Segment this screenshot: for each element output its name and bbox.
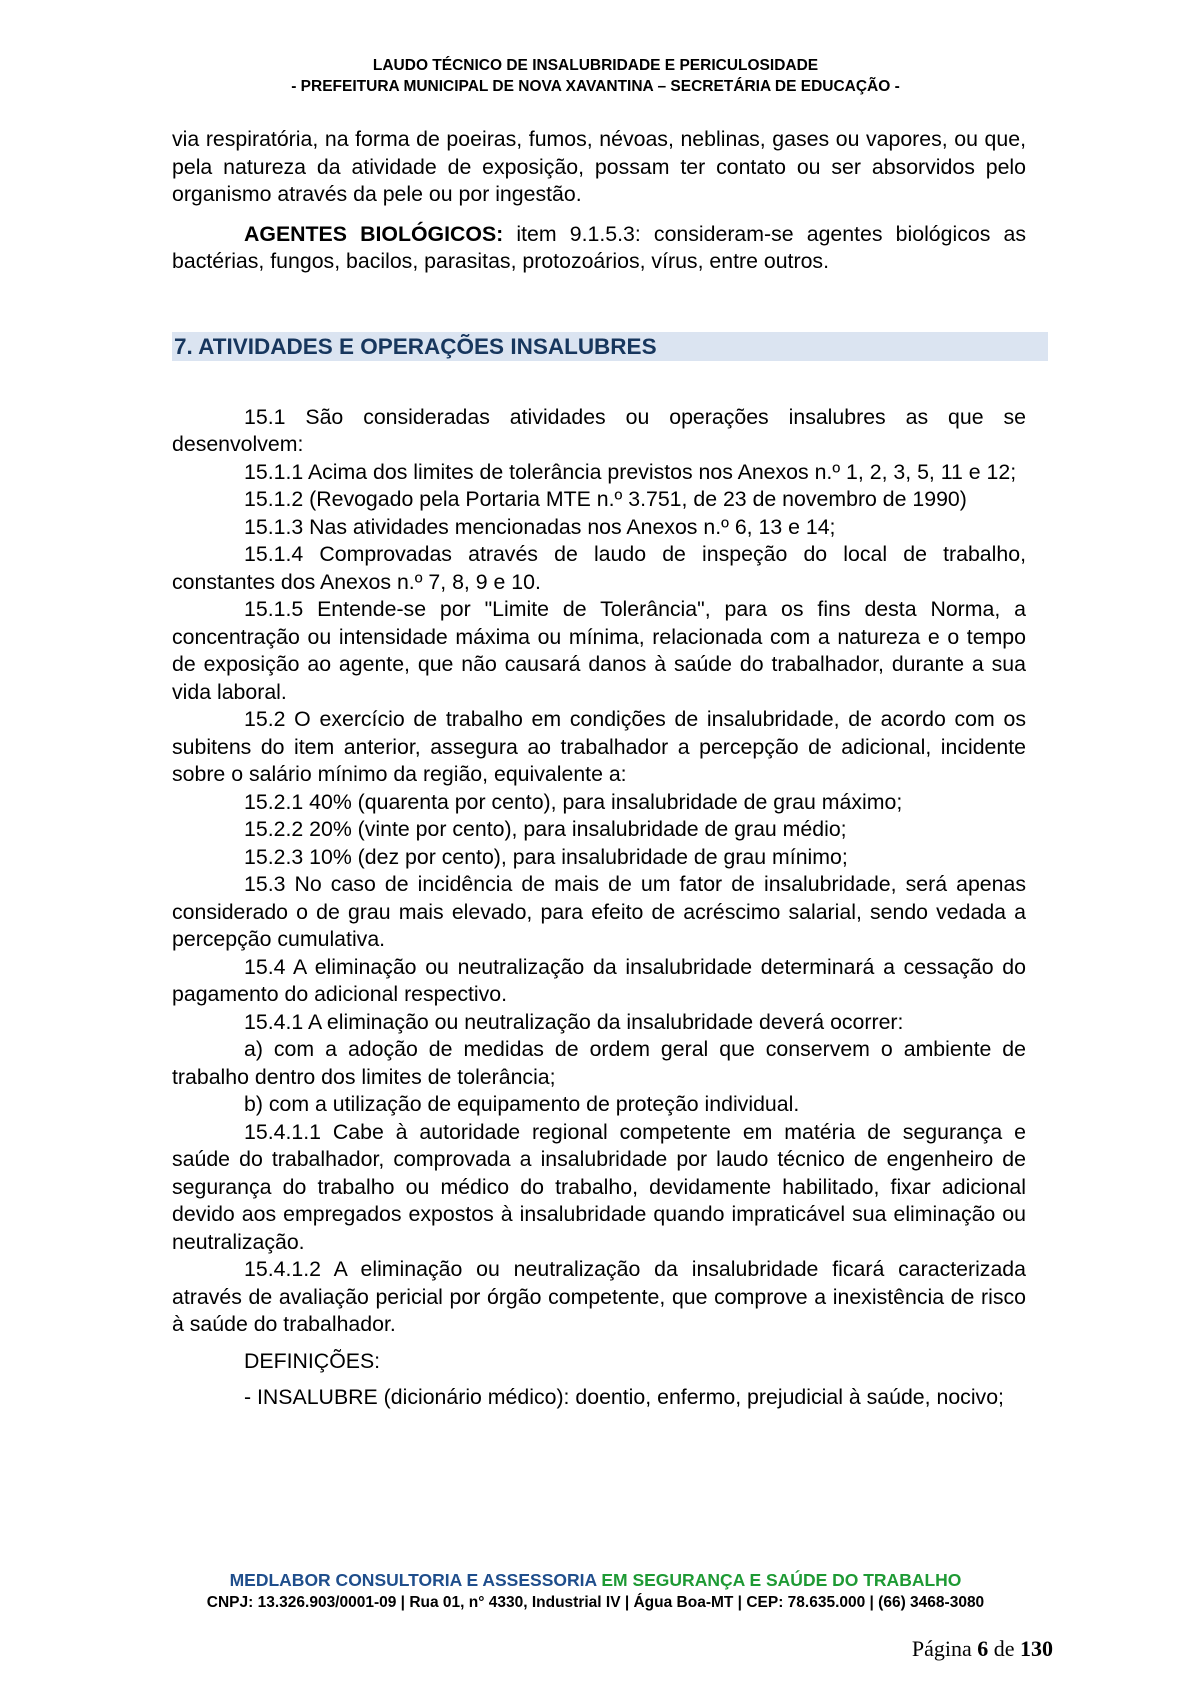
paragraph-15-1: 15.1 São consideradas atividades ou operações insalubres as que se desenvolvem:	[172, 404, 1026, 456]
paragraph-15-2-2: 15.2.2 20% (vinte por cento), para insalubridade de grau médio;	[244, 817, 847, 841]
paragraph-15-2-1: 15.2.1 40% (quarenta por cento), para insalubridade de grau máximo;	[244, 789, 903, 814]
paragraph-15-4-1-1: 15.4.1.1 Cabe à autoridade regional competente em matéria de segurança e saúde do trabalhador, comprovada a insalubridade por laudo técnico de engenheiro de segurança do trabalho ou médico do trabalho, devidamente habilitado, fixar adicional devido aos empregados expostos à insalubridade quando impraticável sua eliminação ou neutralização.	[172, 1119, 1026, 1254]
paragraph-15-4-1-a: a) com a adoção de medidas de ordem geral que conservem o ambiente de trabalho dentro dos limites de tolerância;	[172, 1037, 1026, 1089]
document-footer	[0, 1569, 1191, 1613]
footer-company-name: MEDLABOR CONSULTORIA E ASSESSORIA	[229, 1570, 597, 1590]
paragraph-15-4: 15.4 A eliminação ou neutralização da insalubridade determinará a cessação do pagamento do adicional respectivo.	[172, 954, 1026, 1006]
paragraph-15-1-2: 15.1.2 (Revogado pela Portaria MTE n.º 3.751, de 23 de novembro de 1990)	[244, 487, 967, 511]
page-label: Página	[911, 1636, 978, 1661]
paragraph-15-1-1: 15.1.1 Acima dos limites de tolerância previstos nos Anexos n.º 1, 2, 3, 5, 11 e 12;	[244, 459, 1017, 484]
footer-company-tagline: EM SEGURANÇA E SAÚDE DO TRABALHO	[596, 1570, 962, 1590]
page-body	[172, 126, 1026, 1412]
header-title: LAUDO TÉCNICO DE INSALUBRIDADE E PERICULOSIDADE	[372, 57, 819, 74]
header-subtitle: - PREFEITURA MUNICIPAL DE NOVA XAVANTINA – SECRETÁRIA DE EDUCAÇÃO -	[291, 78, 900, 95]
paragraph-15-1-5: 15.1.5 Entende-se por "Limite de Tolerância", para os fins desta Norma, a concentração ou intensidade máxima ou mínima, relacionada com a natureza e o tempo de exposição ao agente, que não causará danos à saúde do trabalhador, durante a sua vida laboral.	[172, 597, 1026, 704]
footer-company	[0, 1569, 1191, 1592]
paragraph-15-4-1-b: b) com a utilização de equipamento de proteção individual.	[244, 1092, 800, 1116]
paragraph-15-4-1-2: 15.4.1.2 A eliminação ou neutralização da insalubridade ficará caracterizada através de avaliação pericial por órgão competente, que comprove a inexistência de risco à saúde do trabalhador.	[172, 1257, 1026, 1336]
page-total: 130	[1020, 1636, 1053, 1661]
biological-agents-paragraph	[172, 221, 1026, 276]
page-number	[912, 1636, 1053, 1662]
page-current: 6	[977, 1636, 989, 1661]
intro-paragraph: via respiratória, na forma de poeiras, fumos, névoas, neblinas, gases ou vapores, ou que, pela natureza da atividade de exposição, possam ter contato ou ser absorvidos pelo organismo através da pele ou por ingestão.	[172, 127, 1026, 206]
footer-address: CNPJ: 13.326.903/0001-09 | Rua 01, n° 4330, Industrial IV | Água Boa-MT | CEP: 78.635.000 | (66) 3468-3080	[206, 1594, 985, 1611]
paragraph-15-2-3: 15.2.3 10% (dez por cento), para insalubridade de grau mínimo;	[244, 844, 848, 869]
biological-agents-term: AGENTES BIOLÓGICOS:	[244, 221, 504, 246]
definitions-heading: DEFINIÇÕES:	[244, 1348, 381, 1373]
document-header	[0, 55, 1191, 97]
paragraph-15-2: 15.2 O exercício de trabalho em condições de insalubridade, de acordo com os subitens do item anterior, assegura ao trabalhador a percepção de adicional, incidente sobre o salário mínimo da região, equivalente a:	[172, 707, 1026, 786]
paragraph-15-1-4: 15.1.4 Comprovadas através de laudo de inspeção do local de trabalho, constantes dos Anexos n.º 7, 8, 9 e 10.	[172, 542, 1026, 594]
paragraph-15-3: 15.3 No caso de incidência de mais de um fator de insalubridade, será apenas considerado o de grau mais elevado, para efeito de acréscimo salarial, sendo vedada a percepção cumulativa.	[172, 872, 1026, 951]
paragraph-15-4-1: 15.4.1 A eliminação ou neutralização da insalubridade deverá ocorrer:	[244, 1009, 904, 1034]
section-heading: 7. ATIVIDADES E OPERAÇÕES INSALUBRES	[172, 332, 1048, 361]
biological-agents-text: item 9.1.5.3: consideram-se agentes biológicos as bactérias, fungos, bacilos, parasitas, protozoários, vírus, entre outros.	[172, 221, 1026, 273]
page-separator: de	[988, 1636, 1020, 1661]
paragraph-15-1-3: 15.1.3 Nas atividades mencionadas nos Anexos n.º 6, 13 e 14;	[244, 514, 836, 539]
definition-insalubre: - INSALUBRE (dicionário médico): doentio, enfermo, prejudicial à saúde, nocivo;	[244, 1385, 1004, 1409]
